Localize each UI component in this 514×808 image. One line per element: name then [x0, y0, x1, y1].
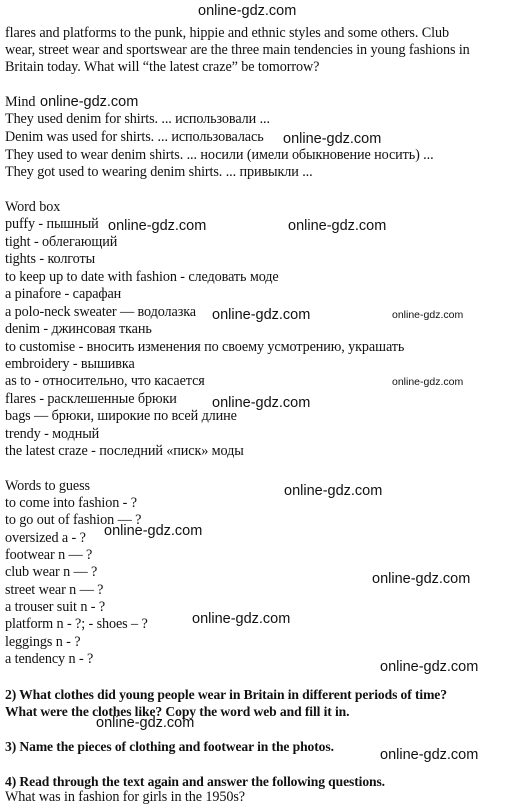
mind-title: Mind [5, 94, 36, 110]
intro-line-3: Britain today. What will “the latest craze” be tomorrow? [5, 59, 320, 75]
watermark: online-gdz.com [380, 659, 479, 675]
watermark: online-gdz.com [212, 307, 311, 323]
guess-item: oversized a - ? [5, 530, 86, 546]
task-2-line-2: What were the clothes like? Copy the word web and fill it in. [5, 704, 350, 719]
word-box-item: to customise - вносить изменения по своему усмотрению, украшать [5, 339, 405, 355]
watermark: online-gdz.com [104, 523, 203, 539]
word-box-item: tight - облегающий [5, 234, 118, 250]
guess-item: a trouser suit n - ? [5, 599, 106, 615]
guess-item: street wear n — ? [5, 582, 104, 598]
watermark: online-gdz.com [284, 483, 383, 499]
intro-line-1: flares and platforms to the punk, hippie and ethnic styles and some others. Club [5, 25, 449, 41]
guess-item: leggings n - ? [5, 634, 81, 650]
word-box-item: trendy - модный [5, 426, 100, 442]
guess-item: footwear n — ? [5, 547, 93, 563]
watermark: online-gdz.com [108, 218, 207, 234]
mind-line-1: They used denim for shirts. ... использовали ... [5, 111, 270, 127]
guess-item: platform n - ?; - shoes – ? [5, 616, 148, 632]
word-box-item: flares - расклешенные брюки [5, 391, 177, 407]
word-box-item: a pinafore - сарафан [5, 286, 122, 302]
watermark: online-gdz.com [392, 309, 464, 321]
guess-item: club wear n — ? [5, 564, 98, 580]
watermark: online-gdz.com [288, 218, 387, 234]
word-box-item: a polo-neck sweater — водолазка [5, 304, 196, 320]
guess-item: to go out of fashion — ? [5, 512, 142, 528]
word-box-item: puffy - пышный [5, 216, 99, 232]
word-box-item: tights - колготы [5, 251, 96, 267]
task-2-line-1: 2) What clothes did young people wear in Britain in different periods of time? [5, 687, 447, 702]
mind-line-4: They got used to wearing denim shirts. ... привыкли ... [5, 164, 313, 180]
guess-item: to come into fashion - ? [5, 495, 137, 511]
watermark: online-gdz.com [380, 747, 479, 763]
guess-item: a tendency n - ? [5, 651, 94, 667]
word-box-item: the latest craze - последний «писк» моды [5, 443, 244, 459]
word-box-item: as to - относительно, что касается [5, 373, 205, 389]
word-box-item: embroidery - вышивка [5, 356, 135, 372]
task-4: 4) Read through the text again and answer the following questions. [5, 774, 385, 789]
word-box-item: bags — брюки, широкие по всей длине [5, 408, 237, 424]
mind-line-3: They used to wear denim shirts. ... носили (имели обыкновение носить) ... [5, 147, 434, 163]
watermark: online-gdz.com [392, 376, 464, 388]
word-box-item: to keep up to date with fashion - следовать моде [5, 269, 279, 285]
words-to-guess-title: Words to guess [5, 478, 90, 494]
watermark: online-gdz.com [283, 131, 382, 147]
watermark: online-gdz.com [40, 94, 139, 110]
mind-line-2: Denim was used for shirts. ... использовалась [5, 129, 264, 145]
task-3: 3) Name the pieces of clothing and footwear in the photos. [5, 739, 334, 754]
intro-line-2: wear, street wear and sportswear are the three main tendencies in young fashions in [5, 42, 470, 58]
watermark: online-gdz.com [96, 715, 195, 731]
question-1: What was in fashion for girls in the 1950s? [5, 789, 245, 805]
watermark: online-gdz.com [198, 3, 297, 19]
word-box-title: Word box [5, 199, 61, 215]
word-box-item: denim - джинсовая ткань [5, 321, 152, 337]
watermark: online-gdz.com [372, 571, 471, 587]
watermark: online-gdz.com [212, 395, 311, 411]
watermark: online-gdz.com [192, 611, 291, 627]
